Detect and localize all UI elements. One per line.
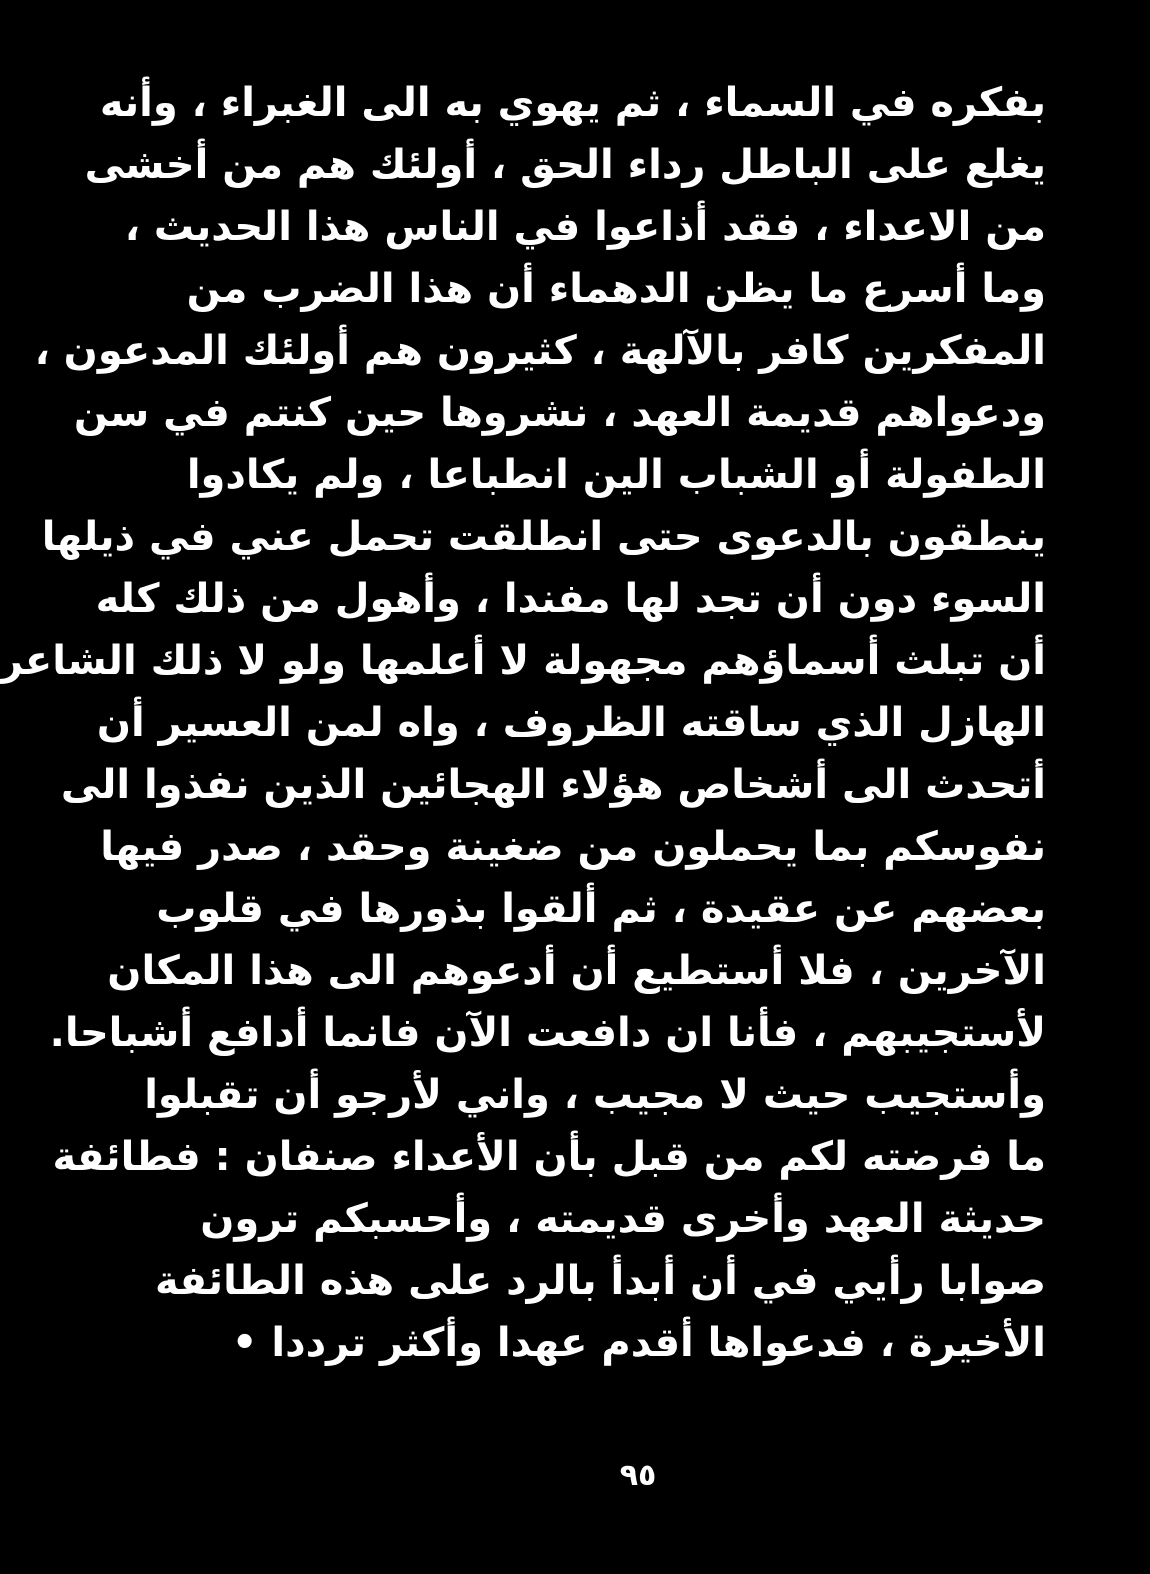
text-line: نفوسكم بما يحملون من ضغينة وحقد ، صدر فيها: [100, 824, 1046, 870]
text-line: أن تبلث أسماؤهم مجهولة لا أعلمها ولو لا ذلك الشاعر: [0, 638, 1046, 684]
text-line: بفكره في السماء ، ثم يهوي به الى الغبراء ، وأنه: [99, 80, 1046, 126]
text-line: ينطقون بالدعوى حتى انطلقت تحمل عني في ذيلها: [41, 514, 1046, 560]
text-line: لأستجيبهم ، فأنا ان دافعت الآن فانما أدافع أشباحا.: [49, 1010, 1046, 1056]
text-line: صوابا رأيي في أن أبدأ بالرد على هذه الطائفة: [155, 1258, 1046, 1304]
text-line: السوء دون أن تجد لها مفندا ، وأهول من ذلك كله: [95, 576, 1046, 622]
text-line: بعضهم عن عقيدة ، ثم ألقوا بذورها في قلوب: [156, 886, 1046, 932]
text-line: الطفولة أو الشباب الين انطباعا ، ولم يكادوا: [186, 452, 1046, 498]
text-line: من الاعداء ، فقد أذاعوا في الناس هذا الحديث ،: [124, 204, 1046, 250]
text-line: المفكرين كافر بالآلهة ، كثيرون هم أولئك المدعون ،: [34, 328, 1046, 374]
text-line: ودعواهم قديمة العهد ، نشروها حين كنتم في سن: [73, 390, 1046, 436]
page-number: ٩٥: [619, 1458, 657, 1493]
text-line: حديثة العهد وأخرى قديمته ، وأحسبكم ترون: [200, 1196, 1046, 1242]
text-line: الهازل الذي ساقته الظروف ، واه لمن العسير أن: [96, 700, 1046, 746]
text-line: ما فرضته لكم من قبل بأن الأعداء صنفان : فطائفة: [52, 1134, 1046, 1180]
text-line: وأستجيب حيث لا مجيب ، واني لأرجو أن تقبلوا: [144, 1072, 1046, 1118]
text-line: يغلع على الباطل رداء الحق ، أولئك هم من أخشى: [84, 142, 1046, 188]
text-line: الأخيرة ، فدعواها أقدم عهدا وأكثر ترددا •: [231, 1320, 1046, 1366]
text-line: أتحدث الى أشخاص هؤلاء الهجائين الذين نفذوا الى: [60, 762, 1046, 808]
text-line: وما أسرع ما يظن الدهماء أن هذا الضرب من: [186, 266, 1046, 312]
text-line: الآخرين ، فلا أستطيع أن أدعوهم الى هذا المكان: [107, 948, 1046, 994]
page-body-text: [0, 72, 1046, 1374]
